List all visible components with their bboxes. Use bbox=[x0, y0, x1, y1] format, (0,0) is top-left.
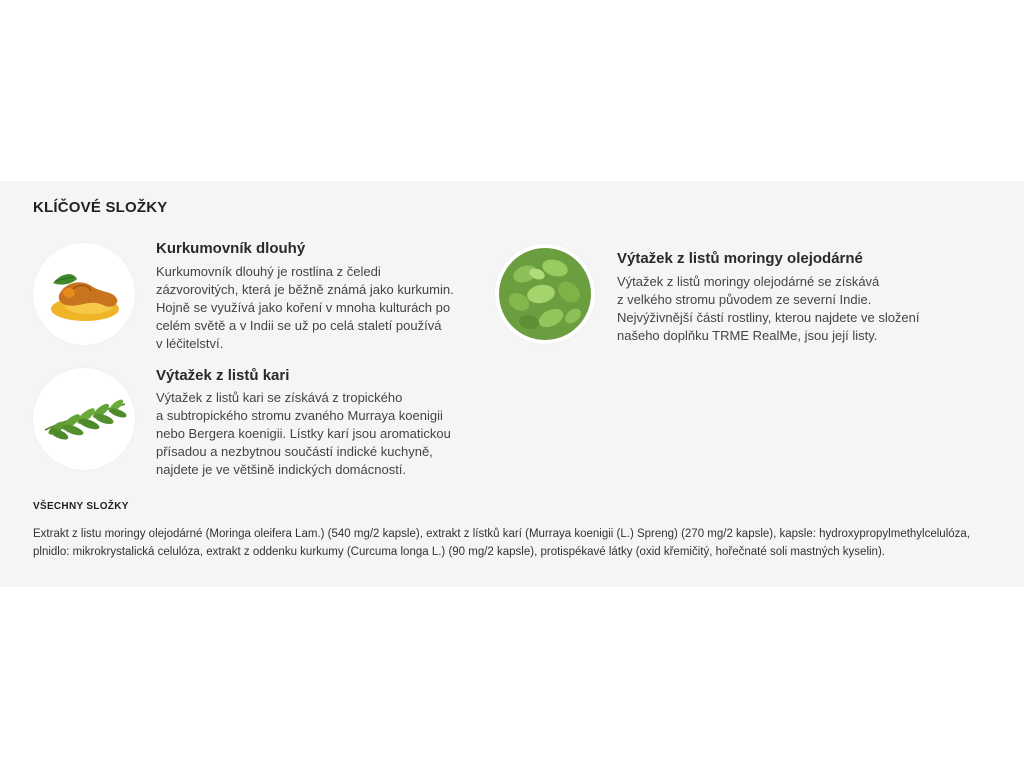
description-line: z velkého stromu původem ze severní Indie. bbox=[617, 292, 872, 307]
description-line: Výtažek z listů moringy olejodárné se získává bbox=[617, 274, 880, 289]
all-ingredients-title: VŠECHNY SLOŽKY bbox=[33, 501, 129, 512]
description-line: Kurkumovník dlouhý je rostlina z čeledi bbox=[156, 264, 381, 279]
ingredient-description bbox=[156, 263, 486, 353]
moringa-leaves-icon bbox=[495, 244, 595, 344]
ingredient-name: Výtažek z listů kari bbox=[156, 367, 290, 384]
description-line: v léčitelství. bbox=[156, 336, 224, 351]
ingredient-description bbox=[617, 273, 977, 345]
description-line: najdete je ve většině indických domácností. bbox=[156, 462, 407, 477]
all-ingredients-text: Extrakt z listu moringy olejodárné (Moringa oleifera Lam.) (540 mg/2 kapsle), extrakt z lístků karí (Murraya koenigii (L.) Spreng) (270 mg/2 kapsle), kapsle: hydroxypropylmethylcelulóza, plnidlo: mikrokrystalická celulóza, extrakt z oddenku kurkumy (Curcuma longa L.) (90 mg/2 kapsle), protispékavé látky (oxid křemičitý, hořečnaté soli mastných kyselin). bbox=[33, 528, 970, 558]
description-line: Hojně se využívá jako koření v mnoha kulturách po bbox=[156, 300, 451, 315]
key-ingredients-title: KLÍČOVÉ SLOŽKY bbox=[33, 199, 168, 216]
ingredient-name: Kurkumovník dlouhý bbox=[156, 240, 306, 257]
ingredient-name: Výtažek z listů moringy olejodárné bbox=[617, 250, 863, 267]
ingredients-panel bbox=[0, 181, 1024, 587]
curry-leaves-icon bbox=[33, 368, 135, 470]
description-line: našeho doplňku TRME RealMe, jsou její listy. bbox=[617, 328, 878, 343]
description-line: zázvorovitých, která je běžně známá jako kurkumin. bbox=[156, 282, 454, 297]
description-line: nebo Bergera koenigii. Lístky karí jsou aromatickou bbox=[156, 426, 451, 441]
description-line: Nejvýživnější částí rostliny, kterou najdete ve složení bbox=[617, 310, 920, 325]
turmeric-icon bbox=[33, 243, 135, 345]
description-line: a subtropického stromu zvaného Murraya koenigii bbox=[156, 408, 443, 423]
description-line: celém světě a v Indii se už po celá staletí používá bbox=[156, 318, 442, 333]
description-line: přísadou a nezbytnou součástí indické kuchyně, bbox=[156, 444, 433, 459]
ingredient-description bbox=[156, 389, 486, 479]
description-line: Výtažek z listů kari se získává z tropického bbox=[156, 390, 403, 405]
